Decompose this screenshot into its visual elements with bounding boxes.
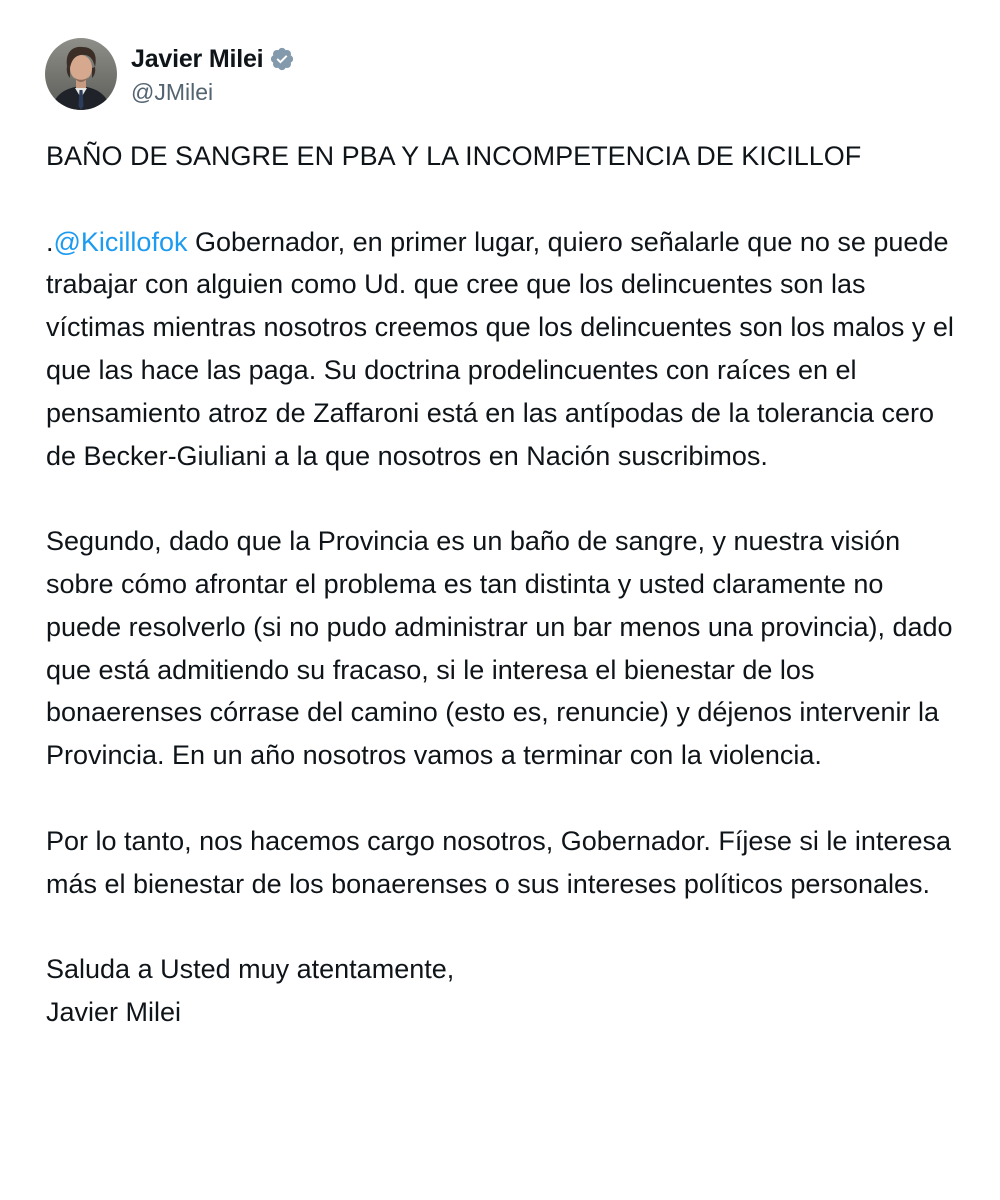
- tweet-header: [45, 38, 295, 110]
- paragraph-gap: [46, 477, 966, 520]
- tweet-headline: BAÑO DE SANGRE EN PBA Y LA INCOMPETENCIA DE KICILLOF: [46, 141, 862, 171]
- author-handle[interactable]: @JMilei: [131, 79, 214, 105]
- paragraph-gap: [46, 178, 966, 221]
- tweet-paragraph-3: Por lo tanto, nos hacemos cargo nosotros, Gobernador. Fíjese si le interesa más el bienestar de los bonaerenses o sus intereses políticos personales.: [46, 825, 951, 899]
- tweet-text: [46, 135, 966, 1034]
- tweet-paragraph-1: [46, 221, 966, 478]
- paragraph-gap: [46, 777, 966, 820]
- verified-badge-icon[interactable]: [269, 46, 295, 72]
- author-names: [131, 42, 295, 106]
- tweet-closing: Saluda a Usted muy atentamente,: [46, 954, 455, 985]
- paragraph-1-text: Gobernador, en primer lugar, quiero señalarle que no se puede trabajar con alguien como Ud. que cree que los delincuentes son las víctimas mientras nosotros creemos que los delincuentes son los malos y el que las hace las paga. Su doctrina prodelincuentes con raíces en el pensamiento atroz de Zaffaroni está en las antípodas de la tolerancia cero de Becker-Giuliani a la que nosotros en Nación suscribimos.: [46, 226, 954, 471]
- profile-photo: [45, 38, 117, 110]
- mention-prefix: .: [46, 226, 54, 257]
- avatar[interactable]: [45, 38, 117, 110]
- name-row: [131, 42, 295, 76]
- paragraph-gap: [46, 905, 966, 948]
- author-display-name[interactable]: Javier Milei: [131, 44, 264, 73]
- tweet-paragraph-2: Segundo, dado que la Provincia es un baño de sangre, y nuestra visión sobre cómo afrontar el problema es tan distinta y usted claramente no puede resolverlo (si no pudo administrar un bar menos una provincia), dado que está admitiendo su fracaso, si le interesa el bienestar de los bonaerenses córrase del camino (esto es, renuncie) y déjenos intervenir la Provincia. En un año nosotros vamos a terminar con la violencia.: [46, 526, 953, 771]
- mention-link[interactable]: @Kicillofok: [53, 226, 188, 257]
- tweet-signature: Javier Milei: [46, 996, 182, 1027]
